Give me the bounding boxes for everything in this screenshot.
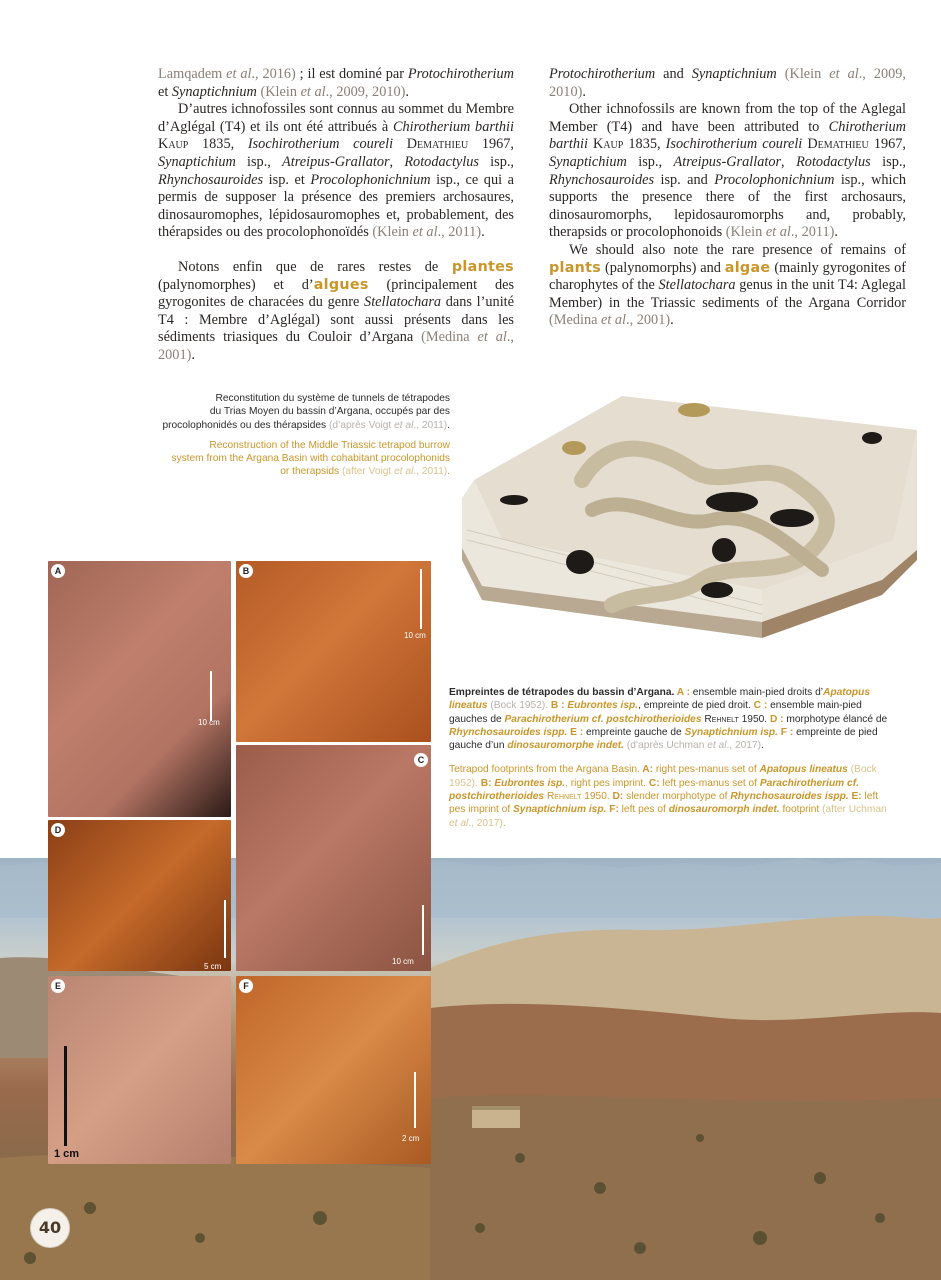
en-paragraph-2: Other ichnofossils are known from the top of the Aglegal Member (T4) and have been attributed to Chirotherium barthii Kaup 1835, Isochirotherium coureli Demathieu 1967, Synaptichium isp., Atreipus-Grallator, Rotodactylus isp., Rhynchosauroides isp. and Procolophonichnium isp., which supports the presence there of the first archosaurs, dinosauromorphs, lepidosauromorphs and, probably, therapsids or procolophonoids (Klein et al., 2011).	[549, 101, 907, 241]
footprints-caption-en: Tetrapod footprints from the Argana Basin. A: right pes-manus set of Apatopus lineatus (Bock 1952). B: Eubrontes isp., right pes imprint. C: left pes-manus set of Parachirotherium cf. postchirotherioides Rehnelt 1950. D: slender morphotype of Rhynchosauroides ispp. E: left pes imprint of Synaptichnium isp. F: left pes of dinosauromorph indet. footprint (after Uchman et al., 2017).	[449, 764, 887, 829]
burrow-caption-en: Reconstruction of the Middle Triassic tetrapod burrow system from the Argana Basin with cohabitant procolophonids or therapsids (after Voigt et al., 2011).	[171, 439, 450, 478]
fr-paragraph-3: Notons enfin que de rares restes de plantes (palynomorphes) et d’algues (principalement des gyrogonites de characées du genre Stellatochara dans l’unité T4 : Membre d’Aglégal) sont aussi présents dans les sédiments triasiques du Couloir d’Argana (Medina et al., 2001).	[158, 258, 515, 363]
scale-bar	[210, 671, 212, 721]
footprint-panel-b: B 10 cm	[236, 561, 431, 742]
fr-paragraph-2: D’autres ichnofossiles sont connus au sommet du Membre d’Aglégal (T4) et ils ont été attribués à Chirotherium barthii Kaup 1835, Isochirotherium coureli Demathieu 1967, Synaptichium isp., Atreipus-Grallator, Rotodactylus isp., Rhynchosauroides isp. et Procolophonichnium isp., ce qui a permis de supposer la présence des premiers archosaures, dinosauromophes, lépidosauromophes et, probablement, des thérapsides ou des procolophonoïdés (Klein et al., 2011).	[158, 101, 514, 241]
en-paragraph-1: Protochirotherium and Synaptichnium (Klein et al., 2009, 2010).	[549, 66, 906, 100]
footprint-panel-f: F 2 cm	[236, 976, 431, 1164]
fr-paragraph-1: Lamqadem et al., 2016) ; il est dominé par Protochirotherium et Synaptichnium (Klein et al., 2009, 2010).	[158, 66, 515, 100]
scale-bar	[64, 1046, 67, 1146]
french-text-column	[158, 66, 514, 365]
footprint-panel-c: C 10 cm	[236, 745, 431, 971]
scale-bar	[224, 900, 226, 958]
footprint-panel-d: D 5 cm	[48, 820, 231, 971]
en-paragraph-3: We should also note the rare presence of remains of plants (palynomorphs) and algae (mainly gyrogonites of charophytes of the Stellatochara genus in the unit T4: Aglegal Member) in the Triassic sediments of the Argana Corridor (Medina et al., 2001).	[549, 241, 906, 329]
english-text-column	[549, 66, 906, 330]
footprint-panel-a: A 10 cm	[48, 561, 231, 817]
page-number: 40	[30, 1208, 70, 1248]
footprint-panel-e: E 1 cm	[48, 976, 231, 1164]
burrow-caption	[150, 392, 450, 479]
footprints-caption-fr: Empreintes de tétrapodes du bassin d’Argana. A : ensemble main-pied droits d’Apatopus lineatus (Bock 1952). B : Eubrontes isp., empreinte de pied droit. C : ensemble main-pied gauches de Parachirotherium cf. postchirotherioides Rehnelt 1950. D : morphotype élancé de Rhynchosauroides ispp. E : empreinte gauche de Synaptichnium isp. F : empreinte de pied gauche d’un dinosauromorphe indet. (d’après Uchman et al., 2017).	[449, 687, 888, 752]
scale-bar	[414, 1072, 416, 1128]
scale-bar	[422, 905, 424, 955]
burrow-reconstruction-illustration	[462, 390, 917, 638]
footprints-caption	[449, 686, 889, 830]
burrow-caption-fr: Reconstitution du système de tunnels de tétrapodes du Trias Moyen du bassin d’Argana, occupés par des procolophonidés ou des thérapsides (d’après Voigt et al., 2011).	[162, 393, 450, 431]
scale-bar	[420, 569, 422, 629]
